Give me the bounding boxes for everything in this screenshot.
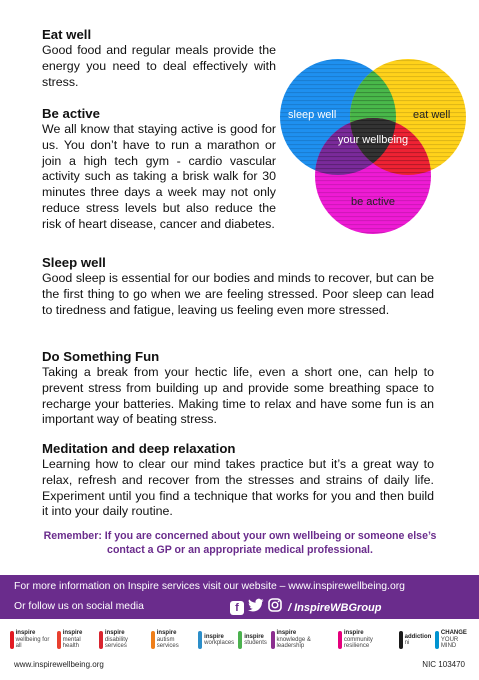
logo-mark-icon — [435, 631, 439, 649]
partner-logo — [10, 630, 53, 650]
partner-logo — [338, 630, 394, 650]
partner-logo — [99, 630, 147, 650]
logo-subtitle: wellbeing for all — [15, 636, 50, 650]
twitter-icon[interactable] — [248, 598, 264, 617]
section-title: Sleep well — [42, 255, 106, 270]
venn-label-center: your wellbeing — [337, 134, 409, 146]
instagram-icon[interactable] — [268, 598, 282, 617]
section-fun — [42, 349, 434, 428]
section-body: We all know that staying active is good for us. You don’t have to run a marathon or join a high tech gym - cardio vascular activity such as taking a brisk walk for 30 minutes three days a week may not only reduce stress levels but also reduce the risk of heart disease, cancer and diabetes. — [42, 122, 276, 231]
logo-name: inspire — [62, 630, 83, 637]
partner-logo — [198, 631, 234, 649]
logo-name: inspire — [343, 630, 364, 637]
document-code: NIC 103470 — [422, 660, 465, 669]
section-body: Learning how to clear our mind takes practice but it’s a great way to relax, refresh and recover from the stresses and strains of daily life. Experiment until you find a technique that works for you and then build it into your daily routine. — [42, 457, 434, 519]
logo-subtitle: knowledge & leadership — [276, 636, 311, 650]
logo-mark-icon — [57, 631, 61, 649]
logo-name: inspire — [276, 630, 297, 637]
partner-logo — [271, 630, 334, 650]
partner-logo — [399, 631, 432, 649]
logo-name: inspire — [244, 633, 264, 640]
facebook-icon[interactable]: f — [230, 601, 244, 615]
partner-logos — [10, 627, 472, 653]
logo-mark-icon — [10, 631, 14, 649]
logo-mark-icon — [399, 631, 403, 649]
section-body: Taking a break from your hectic life, even a short one, can help to prevent stress from building up and provide some breathing space to recharge your batteries. Making time to relax and have some fun is an important way of beating stress. — [42, 365, 434, 427]
partner-logo — [238, 631, 267, 649]
logo-mark-icon — [198, 631, 202, 649]
venn-label-sleep: sleep well — [288, 109, 337, 121]
section-body: Good food and regular meals provide the energy you need to deal effectively with stress. — [42, 43, 276, 89]
social-links — [230, 598, 382, 617]
logo-subtitle: ni — [404, 640, 410, 646]
logo-subtitle: students — [244, 640, 267, 646]
section-eat-well — [42, 27, 276, 90]
footer-website-text[interactable]: For more information on Inspire services visit our website – www.inspirewellbeing.org — [14, 581, 405, 592]
section-be-active — [42, 106, 276, 233]
logo-subtitle: mental health — [62, 636, 81, 650]
partner-logo — [151, 630, 194, 650]
logo-name: inspire — [156, 630, 177, 637]
partner-logo — [57, 630, 95, 650]
logo-mark-icon — [238, 631, 242, 649]
section-body: Good sleep is essential for our bodies and minds to recover, but can be the first thing to go when we are feeling stressed. Poor sleep can lead to tiredness and fatigue, leaving us feeling even more stressed. — [42, 271, 434, 317]
section-meditation — [42, 441, 434, 520]
section-title: Meditation and deep relaxation — [42, 441, 236, 456]
logo-subtitle: workplaces — [204, 640, 235, 646]
section-title: Be active — [42, 106, 100, 121]
wellbeing-venn-diagram — [276, 52, 476, 242]
social-handle[interactable]: / InspireWBGroup — [288, 601, 382, 614]
logo-mark-icon — [338, 631, 342, 649]
reminder-note: Remember: If you are concerned about your own wellbeing or someone else’s contact a GP or an appropriate medical professional. — [43, 530, 437, 556]
logo-subtitle: community resilience — [343, 636, 373, 650]
section-title: Eat well — [42, 27, 92, 42]
logo-name: addiction — [404, 633, 432, 640]
website-url[interactable]: www.inspirewellbeing.org — [14, 660, 104, 669]
logo-name: inspire — [204, 633, 224, 640]
section-sleep-well — [42, 255, 434, 318]
logo-mark-icon — [151, 631, 155, 649]
logo-name: inspire — [104, 630, 125, 637]
logo-subtitle: autism services — [156, 636, 179, 650]
venn-label-eat: eat well — [413, 109, 451, 121]
partner-logo — [435, 630, 472, 650]
footer-social-text: Or follow us on social media — [14, 601, 144, 612]
venn-label-active: be active — [350, 196, 396, 208]
logo-subtitle: YOUR MIND — [440, 636, 459, 650]
footer-banner — [0, 575, 479, 619]
logo-mark-icon — [99, 631, 103, 649]
logo-subtitle: disability services — [104, 636, 128, 650]
logo-name: CHANGE — [440, 630, 467, 637]
logo-mark-icon — [271, 631, 275, 649]
section-title: Do Something Fun — [42, 349, 160, 364]
logo-name: inspire — [15, 630, 36, 637]
